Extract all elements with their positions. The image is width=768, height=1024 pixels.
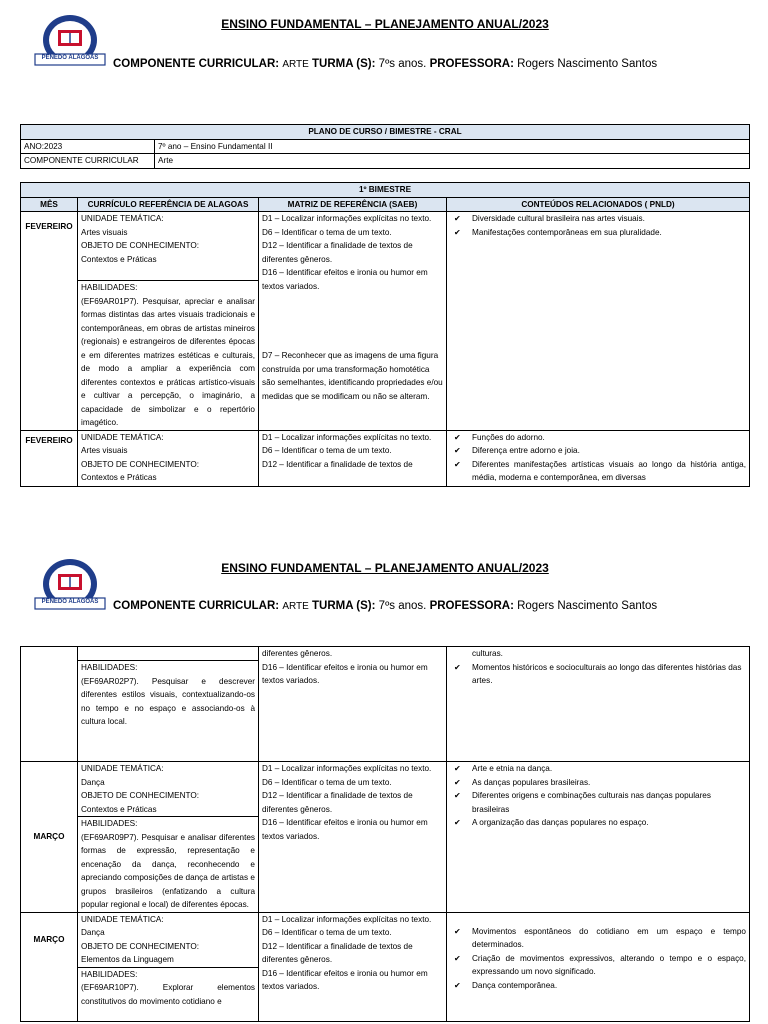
objeto-label: OBJETO DE CONHECIMENTO:	[81, 241, 199, 250]
spacer	[78, 647, 258, 660]
col-matriz: MATRIZ DE REFERÊNCIA (SAEB)	[259, 197, 447, 212]
objeto-label: OBJETO DE CONHECIMENTO:	[81, 791, 199, 800]
conteudo-continuation: culturas.	[472, 649, 503, 658]
conteudos-list	[450, 431, 746, 485]
saeb-d1: D1 – Localizar informações explícitas no texto.	[262, 914, 432, 924]
objeto-value: Elementos da Linguagem	[81, 955, 174, 964]
logo-banner: PENEDO ALAGOAS	[41, 599, 99, 605]
plan-componente-label: COMPONENTE CURRICULAR	[21, 154, 155, 169]
habilidades-text: (EF69AR02P7). Pesquisar e descrever diferentes estilos visuais, contextualizando-os no tempo e no espaço e associando-os à cultura local.	[81, 676, 255, 726]
saeb-d12: D12 – Identificar a finalidade de textos de diferentes gêneros.	[262, 941, 413, 964]
curriculo-cell	[78, 212, 259, 431]
curriculo-cell	[78, 762, 259, 913]
saeb-d6: D6 – Identificar o tema de um texto.	[262, 928, 392, 937]
list-item: ✔ Dança contemporânea.	[450, 979, 746, 993]
saeb-d16: D16 – Identificar efeitos e ironia ou humor em textos variados.	[262, 968, 428, 991]
saeb-cell	[259, 430, 447, 486]
mes-cell: MARÇO	[21, 762, 78, 913]
plan-ano-value: 7º ano – Ensino Fundamental II	[155, 139, 750, 154]
table-row	[21, 430, 750, 486]
bimestre-table	[20, 182, 750, 487]
plan-ano-label: ANO:2023	[21, 139, 155, 154]
habilidades-text: (EF69AR01P7). Pesquisar, apreciar e analisar formas distintas das artes visuais tradicionais e contemporâneas, em obras de artistas mineiros (regionais) e estrangeiros de diferentes épocas e em diferentes matrizes estéticas e culturais, de modo a ampliar a experiência com diferentes contextos e práticas artístico-visuais e cultivar a percepção, o imaginário, a capacidade de simbolizar e o repertório imagético.	[81, 296, 255, 427]
mes-cell: MARÇO	[21, 912, 78, 1021]
list-item: ✔ Diferentes manifestações artísticas visuais ao longo da história antiga, média, moderna e contemporânea, em diversas	[450, 458, 746, 485]
plan-table	[20, 124, 750, 169]
turma-value: 7ºs anos.	[378, 600, 427, 612]
saeb-d6: D6 – Identificar o tema de um texto.	[262, 777, 392, 787]
list-item: ✔ As danças populares brasileiras.	[450, 776, 746, 790]
unidade-value: Artes visuais	[81, 446, 128, 455]
unidade-value: Dança	[81, 777, 105, 787]
page-title: ENSINO FUNDAMENTAL – PLANEJAMENTO ANUAL/2023	[221, 561, 549, 575]
saeb-d1: D1 – Localizar informações explícitas no texto.	[262, 764, 432, 773]
habilidades-text: (EF69AR10P7). Explorar elementos constitutivos do movimento cotidiano e	[81, 983, 255, 1006]
col-mes: MÊS	[21, 197, 78, 212]
spacer	[262, 293, 443, 349]
habilidades-label: HABILIDADES:	[81, 819, 138, 828]
saeb-d12-start: D12 – Identificar a finalidade de textos de	[262, 459, 413, 469]
professora-label: PROFESSORA:	[429, 600, 514, 612]
objeto-value: Contextos e Práticas	[81, 473, 157, 482]
saeb-d7: D7 – Reconhecer que as imagens de uma figura construída por uma transformação homotética são semelhantes, identificando propriedades e/ou medidas que se modificam ou não se alteram.	[262, 351, 443, 401]
saeb-d6: D6 – Identificar o tema de um texto.	[262, 227, 392, 237]
table-row	[21, 912, 750, 1021]
page-title: ENSINO FUNDAMENTAL – PLANEJAMENTO ANUAL/2023	[221, 17, 549, 31]
objeto-value: Contextos e Práticas	[81, 254, 157, 264]
list-item: ✔ Movimentos espontâneos do cotidiano em um espaço e tempo determinados.	[450, 925, 746, 952]
unidade-value: Artes visuais	[81, 227, 128, 237]
componente-value: ARTE	[282, 59, 309, 70]
conteudos-cell	[447, 647, 750, 762]
table-row	[21, 762, 750, 913]
subheader-line	[113, 58, 657, 70]
unidade-label: UNIDADE TEMÁTICA:	[81, 914, 164, 924]
unidade-label: UNIDADE TEMÁTICA:	[81, 214, 164, 223]
objeto-label: OBJETO DE CONHECIMENTO:	[81, 941, 199, 951]
mes-cell	[21, 647, 78, 762]
saeb-d6: D6 – Identificar o tema de um texto.	[262, 446, 392, 455]
saeb-cell	[259, 647, 447, 762]
saeb-d12: D12 – Identificar a finalidade de textos de diferentes gêneros.	[262, 241, 413, 264]
conteudos-list	[450, 212, 746, 239]
list-item: ✔ A organização das danças populares no espaço.	[450, 816, 746, 830]
habilidades-label: HABILIDADES:	[81, 283, 138, 292]
list-item: ✔ Funções do adorno.	[450, 431, 746, 445]
turma-value: 7ºs anos.	[378, 58, 427, 70]
objeto-value: Contextos e Práticas	[81, 804, 157, 814]
unidade-value: Dança	[81, 928, 105, 937]
habilidades-label: HABILIDADES:	[81, 663, 138, 672]
professora-value: Rogers Nascimento Santos	[517, 58, 658, 70]
saeb-d12: D12 – Identificar a finalidade de textos de diferentes gêneros.	[262, 791, 413, 814]
habilidades-label: HABILIDADES:	[81, 969, 138, 979]
saeb-d1: D1 – Localizar informações explícitas no texto.	[262, 214, 432, 223]
table-row	[21, 212, 750, 431]
conteudos-cell	[447, 430, 750, 486]
list-item: ✔ Diversidade cultural brasileira nas artes visuais.	[450, 212, 746, 226]
plan-componente-value: Arte	[155, 154, 750, 169]
saeb-d16: D16 – Identificar efeitos e ironia ou humor em textos variados.	[262, 818, 428, 841]
professora-value: Rogers Nascimento Santos	[517, 600, 658, 612]
habilidades-text: (EF69AR09P7). Pesquisar e analisar diferentes formas de expressão, representação e encenação da dança, reconhecendo e apreciando composições de dança de artistas e grupos brasileiros (enfatizando a cultura popular regional e local) de diferentes épocas.	[81, 832, 255, 909]
conteudos-cell	[447, 912, 750, 1021]
list-item: ✔ Criação de movimentos expressivos, alterando o tempo e o espaço, expressando um novo significado.	[450, 952, 746, 979]
saeb-d1: D1 – Localizar informações explícitas no texto.	[262, 432, 432, 442]
saeb-cell	[259, 212, 447, 431]
turma-label: TURMA (S):	[312, 600, 376, 612]
curriculo-cell	[78, 430, 259, 486]
plan-table-title: PLANO DE CURSO / BIMESTRE - CRAL	[21, 125, 750, 140]
school-logo	[30, 556, 110, 616]
logo-banner: PENEDO ALAGOAS	[41, 55, 99, 61]
conteudos-cell	[447, 762, 750, 913]
mes-cell: FEVEREIRO	[21, 212, 78, 431]
conteudos-list	[450, 661, 746, 688]
list-item: ✔ Manifestações contemporâneas em sua pluralidade.	[450, 226, 746, 240]
saeb-cell	[259, 762, 447, 913]
componente-label: COMPONENTE CURRICULAR:	[113, 58, 280, 70]
unidade-label: UNIDADE TEMÁTICA:	[81, 764, 164, 773]
page-2	[0, 548, 768, 1024]
conteudos-list	[450, 762, 746, 830]
curriculo-cell	[78, 912, 259, 1021]
saeb-cell	[259, 912, 447, 1021]
bimestre-table-continued	[20, 646, 750, 1022]
saeb-d12-end: diferentes gêneros.	[262, 649, 333, 658]
conteudos-list	[450, 925, 746, 993]
col-curriculo: CURRÍCULO REFERÊNCIA DE ALAGOAS	[78, 197, 259, 212]
saeb-d16: D16 – Identificar efeitos e ironia ou humor em textos variados.	[262, 662, 428, 685]
componente-value: ARTE	[282, 601, 309, 612]
mes-cell: FEVEREIRO	[21, 430, 78, 486]
school-logo	[30, 12, 110, 72]
bimestre-title: 1º BIMESTRE	[21, 183, 750, 198]
saeb-d16: D16 – Identificar efeitos e ironia ou humor em textos variados.	[262, 268, 428, 291]
table-row	[21, 647, 750, 762]
componente-label: COMPONENTE CURRICULAR:	[113, 600, 280, 612]
conteudos-cell	[447, 212, 750, 431]
list-item: ✔ Arte e etnia na dança.	[450, 762, 746, 776]
list-item: ✔ Momentos históricos e socioculturais ao longo das diferentes histórias das artes.	[450, 661, 746, 688]
list-item: ✔ Diferença entre adorno e joia.	[450, 444, 746, 458]
professora-label: PROFESSORA:	[429, 58, 514, 70]
list-item: ✔ Diferentes origens e combinações culturais nas danças populares brasileiras	[450, 789, 746, 816]
turma-label: TURMA (S):	[312, 58, 376, 70]
unidade-label: UNIDADE TEMÁTICA:	[81, 432, 164, 442]
curriculo-cell	[78, 647, 259, 762]
col-conteudos: CONTEÚDOS RELACIONADOS ( PNLD)	[447, 197, 750, 212]
objeto-label: OBJETO DE CONHECIMENTO:	[81, 459, 199, 469]
subheader-line	[113, 600, 657, 612]
